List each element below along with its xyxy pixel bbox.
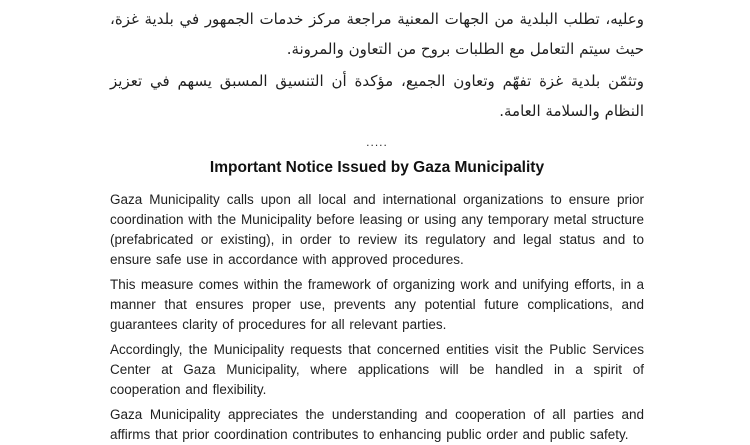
dots-divider: ..... xyxy=(366,135,388,149)
english-paragraph-appreciation: Gaza Municipality appreciates the understanding and cooperation of all parties and affirms that prior coordination contributes to enhancing public order and public safety. xyxy=(110,407,644,442)
arabic-paragraph-requests-review: وعليه، تطلب البلدية من الجهات المعنية مراجعة مركز خدمات الجمهور في بلدية غزة، حيث سيتم التعامل مع الطلبات بروح من التعاون والمرونة. xyxy=(110,10,644,58)
english-paragraph-coordination-call: Gaza Municipality calls upon all local and international organizations to ensure prior coordination with the Municipality before leasing or using any temporary metal structure (prefabricated or existing), in order to review its regulatory and legal status and to ensure safe use in accordance with approved procedures. xyxy=(110,192,644,267)
english-paragraph-public-services-center: Accordingly, the Municipality requests that concerned entities visit the Public Services Center at Gaza Municipality, where applications will be handled in a spirit of cooperation and flexibility. xyxy=(110,342,644,397)
arabic-text-section xyxy=(110,4,644,126)
arabic-paragraph-appreciation: وتثمّن بلدية غزة تفهّم وتعاون الجميع، مؤكدة أن التنسيق المسبق يسهم في تعزيز النظام والسلامة العامة. xyxy=(110,72,644,120)
notice-heading: Important Notice Issued by Gaza Municipality xyxy=(209,159,545,176)
english-paragraph-framework: This measure comes within the framework of organizing work and unifying efforts, in a manner that ensures proper use, prevents any potential future complications, and guarantees clarity of procedures for all relevant parties. xyxy=(110,277,644,332)
english-text-section xyxy=(110,190,644,445)
